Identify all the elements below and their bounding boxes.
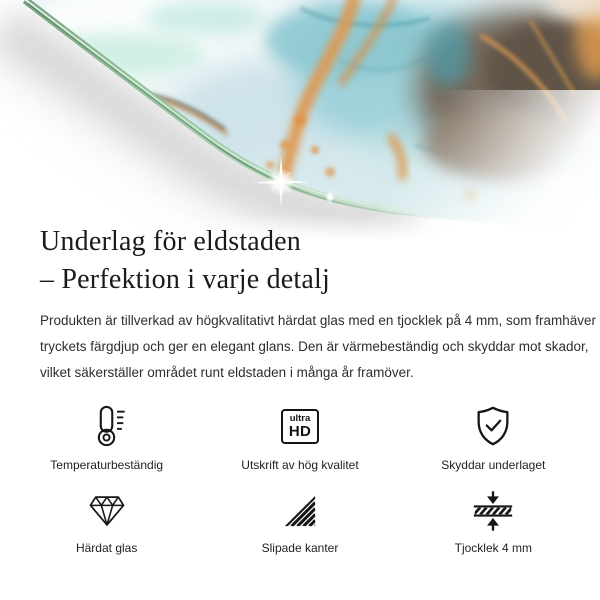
thermometer-icon: [85, 402, 129, 450]
feature-label: Temperaturbeständig: [50, 458, 164, 472]
feature-label: Skyddar underlaget: [441, 458, 546, 472]
page-title-line-2: – Perfektion i varje detalj: [40, 264, 330, 295]
description-line-2: tryckets färgdjup och ger en elegant glans. Den är värmebeständig och skyddar mot skador,: [40, 339, 589, 354]
shield-check-icon: [471, 402, 515, 450]
page-title: [40, 223, 330, 299]
feature-thickness-4mm: [397, 489, 590, 556]
beveled-edges-icon: [283, 489, 317, 533]
feature-high-quality-print: [203, 402, 396, 473]
description-line-3: vilket säkerställer området runt eldstaden i många år framöver.: [40, 365, 414, 380]
feature-tempered-glass: [10, 489, 203, 556]
feature-label: Tjocklek 4 mm: [454, 541, 532, 555]
feature-temperature-resistant: [10, 402, 203, 473]
feature-polished-edges: [203, 489, 396, 556]
thickness-compress-icon: [472, 489, 514, 533]
feature-protects-surface: [397, 402, 590, 473]
ultra-hd-badge-top: ultra: [289, 412, 311, 424]
diamond-icon: [87, 489, 127, 533]
feature-label: Härdat glas: [75, 541, 138, 555]
feature-grid: [10, 402, 590, 556]
page-title-line-1: Underlag för eldstaden: [40, 226, 301, 257]
ultra-hd-badge-bottom: HD: [288, 422, 312, 440]
feature-label: Slipade kanter: [261, 541, 339, 555]
product-description: [40, 308, 596, 386]
ultra-hd-icon: [281, 402, 319, 450]
description-line-1: Produkten är tillverkad av högkvalitativt härdat glas med en tjocklek på 4 mm, som framhäver: [40, 313, 596, 328]
product-image: [0, 0, 600, 240]
glass-pad-illustration: [0, 0, 600, 240]
feature-label: Utskrift av hög kvalitet: [241, 458, 359, 472]
